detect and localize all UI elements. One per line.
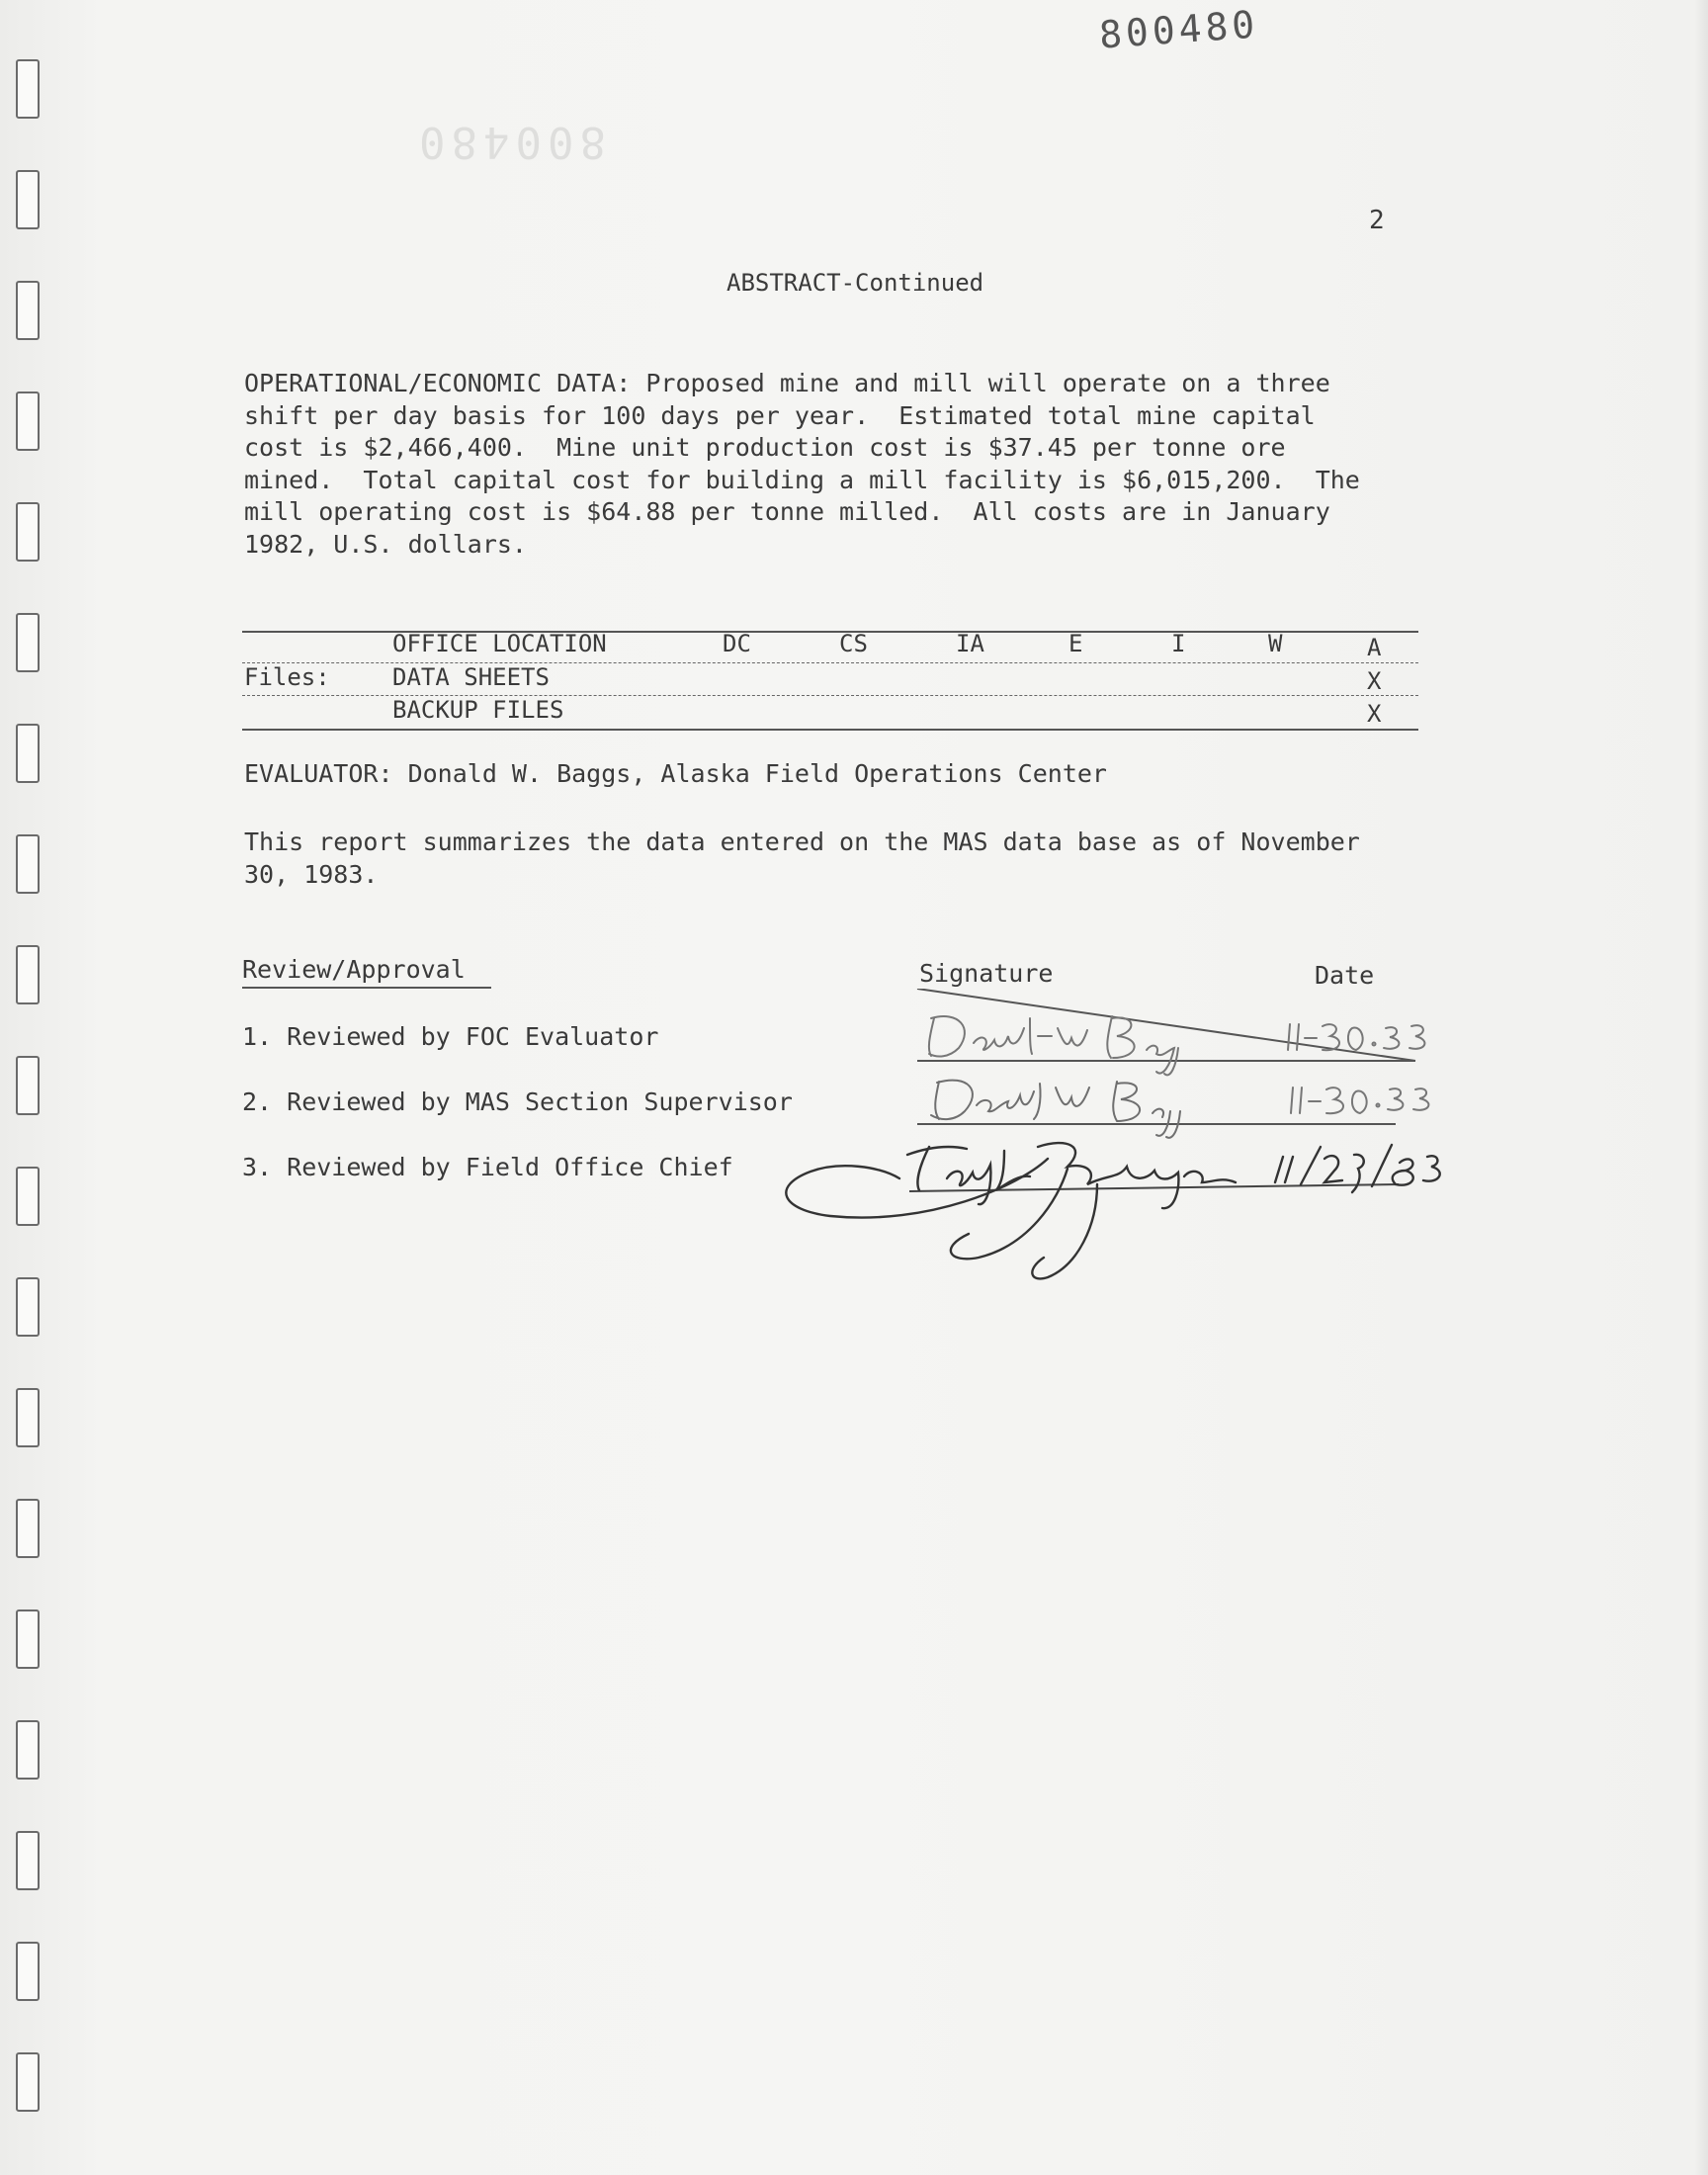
row-mark-data-sheets-a: X (1367, 667, 1382, 695)
table-column-ia: IA (956, 630, 984, 657)
review-approval-heading: Review/Approval (242, 955, 466, 984)
table-column-w: W (1268, 630, 1283, 657)
row-label-backup-files: BACKUP FILES (392, 696, 564, 724)
evaluator-line: EVALUATOR: Donald W. Baggs, Alaska Field Operations Center (244, 759, 1107, 788)
bleed-through-stamp: 800480 (413, 117, 606, 167)
files-label: Files: (244, 663, 330, 691)
operational-economic-paragraph: OPERATIONAL/ECONOMIC DATA: Proposed mine and mill will operate on a three shift per day basis for 100 days per year. Estimated total mine capital cost is $2,466,400. Mine unit production cost is $37.45 per tonne ore mined. Total capital cost for building a mill facility is $6,015,200. The mill operating cost is $64.88 per tonne milled. All costs are in January 1982, U.S. dollars. (244, 369, 1360, 559)
row-label-data-sheets: DATA SHEETS (392, 663, 550, 691)
binder-hole (16, 2052, 40, 2112)
binder-hole (16, 1831, 40, 1890)
signature-line (909, 1184, 1399, 1191)
page-edge-shadow (1694, 0, 1708, 2175)
review-item-field-office-chief: 3. Reviewed by Field Office Chief (242, 1153, 733, 1181)
binder-hole (16, 281, 40, 340)
binder-hole (16, 724, 40, 783)
binder-hole (16, 502, 40, 562)
binder-hole (16, 1720, 40, 1780)
binder-hole (16, 1942, 40, 2001)
signature-heading: Signature (919, 959, 1054, 988)
document-stamp-number: 800480 (1097, 2, 1260, 57)
table-bottom-rule (242, 729, 1418, 731)
handwritten-signature-2 (931, 1081, 1180, 1138)
binder-hole (16, 170, 40, 229)
binder-hole (16, 1388, 40, 1447)
binder-hole (16, 1277, 40, 1337)
row-mark-backup-files-a: X (1367, 700, 1382, 728)
binder-hole (16, 1499, 40, 1558)
table-column-dc: DC (723, 630, 751, 657)
binder-hole (16, 1056, 40, 1115)
binder-hole (16, 392, 40, 451)
handwritten-signature-3 (786, 1143, 1236, 1278)
table-header-label: OFFICE LOCATION (392, 630, 607, 657)
review-heading-underline (242, 987, 491, 989)
table-column-e: E (1068, 630, 1083, 657)
binder-hole (16, 834, 40, 894)
table-column-a: A (1367, 634, 1382, 661)
signatures-area (771, 989, 1443, 1285)
review-item-foc-evaluator: 1. Reviewed by FOC Evaluator (242, 1022, 659, 1051)
binder-hole (16, 1167, 40, 1226)
section-title: ABSTRACT-Continued (726, 269, 984, 297)
signature-line (917, 989, 1415, 1061)
binder-hole (16, 59, 40, 119)
handwritten-signature-1 (929, 1016, 1178, 1075)
handwritten-date-2 (1291, 1088, 1428, 1113)
binder-hole (16, 945, 40, 1004)
date-heading: Date (1315, 961, 1375, 990)
binder-hole (16, 1610, 40, 1669)
table-column-i: I (1171, 630, 1186, 657)
review-item-mas-supervisor: 2. Reviewed by MAS Section Supervisor (242, 1088, 793, 1116)
table-column-cs: CS (839, 630, 868, 657)
binder-hole (16, 613, 40, 672)
summary-paragraph: This report summarizes the data entered on the MAS data base as of November 30, 1983. (244, 827, 1360, 889)
page-number: 2 (1369, 206, 1385, 235)
